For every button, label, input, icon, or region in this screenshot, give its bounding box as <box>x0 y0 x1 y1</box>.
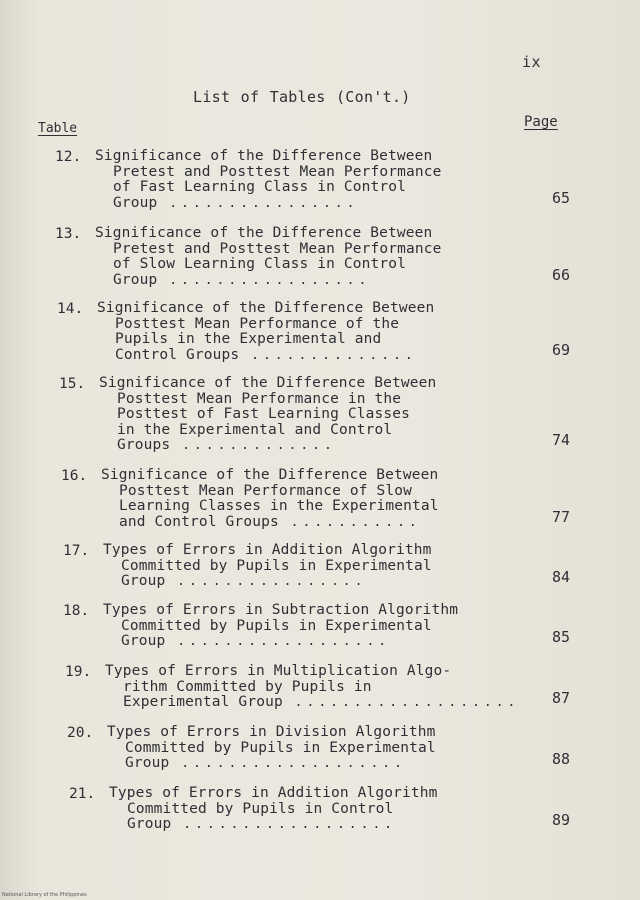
table-title-line: Committed by Pupils in Experimental <box>121 617 432 634</box>
table-number: 14. <box>57 301 84 317</box>
table-title-line: Pretest and Posttest Mean Performance <box>113 163 442 180</box>
table-title-line: Groups ............. <box>117 437 336 453</box>
table-title-line: Posttest Mean Performance in the <box>117 390 402 407</box>
footer-credit: National Library of the Philippines <box>2 892 87 898</box>
page-reference: 69 <box>551 341 570 359</box>
table-number: 18. <box>63 603 90 619</box>
table-title-line: Committed by Pupils in Experimental <box>121 557 432 574</box>
table-entry <box>55 226 615 296</box>
page-reference: 77 <box>551 508 570 526</box>
table-number: 17. <box>63 543 90 559</box>
table-number: 12. <box>55 149 82 165</box>
table-entry <box>61 468 621 538</box>
table-title-line: Learning Classes in the Experimental <box>119 498 439 514</box>
table-number: 20. <box>67 725 94 741</box>
table-title-line: Posttest of Fast Learning Classes <box>117 406 411 422</box>
table-title-line: Group .................. <box>121 633 391 649</box>
table-title <box>107 725 527 772</box>
table-title <box>105 664 525 711</box>
page-reference: 66 <box>551 266 570 284</box>
page-number: ix <box>522 53 542 71</box>
table-entry <box>57 301 617 371</box>
table-title-line: Types of Errors in Subtraction Algorithm <box>103 602 459 618</box>
leader-dots: ................... <box>282 695 520 710</box>
leader-dots: ................ <box>157 195 359 211</box>
leader-dots: .................. <box>171 817 397 832</box>
page-reference: 74 <box>551 431 570 449</box>
table-title <box>97 301 517 363</box>
table-title-line: Significance of the Difference Between <box>97 300 435 316</box>
table-title-line: Pretest and Posttest Mean Performance <box>113 240 442 257</box>
page-reference: 65 <box>551 189 570 207</box>
leader-dots: ................... <box>169 756 406 771</box>
table-entry <box>59 375 619 453</box>
page-reference: 84 <box>551 568 570 586</box>
table-title-line: Committed by Pupils in Control <box>127 800 394 817</box>
table-title-line: Group .................. <box>127 816 397 832</box>
page-reference: 89 <box>551 811 570 829</box>
table-title-line: Group ................. <box>113 271 371 288</box>
table-title-line: Committed by Pupils in Experimental <box>125 739 436 756</box>
leader-dots: .............. <box>239 347 417 363</box>
leader-dots: ........... <box>278 514 421 530</box>
table-number: 21. <box>69 786 96 802</box>
table-title-line: of Slow Learning Class in Control <box>113 256 407 272</box>
table-entry <box>69 786 629 856</box>
table-title-line: Types of Errors in Division Algorithm <box>107 724 436 740</box>
table-title <box>103 603 523 650</box>
table-title-line: Control Groups .............. <box>115 346 417 363</box>
table-number: 19. <box>65 664 92 680</box>
table-title-line: Significance of the Difference Between <box>95 225 433 241</box>
leader-dots: ................ <box>165 574 367 589</box>
table-title-line: Types of Errors in Addition Algorithm <box>103 542 432 558</box>
leader-dots: ................. <box>157 272 371 288</box>
table-title <box>101 468 521 530</box>
table-title-line: Posttest Mean Performance of Slow <box>119 482 413 499</box>
table-title-line: Pupils in the Experimental and <box>115 331 382 347</box>
page-reference: 88 <box>551 750 570 768</box>
leader-dots: .................. <box>165 634 391 649</box>
table-title-line: Significance of the Difference Between <box>101 467 439 483</box>
column-header-page: Page <box>524 114 558 130</box>
leader-dots: ............. <box>170 438 336 453</box>
table-title-line: Group ................ <box>121 573 367 589</box>
table-entry <box>55 149 615 219</box>
table-title-line: and Control Groups ........... <box>119 513 421 530</box>
table-title-line: Group ................ <box>113 194 359 211</box>
table-title <box>103 543 523 590</box>
table-title <box>95 149 515 211</box>
table-title <box>95 226 515 288</box>
page-reference: 87 <box>551 689 570 707</box>
table-title-line: rithm Committed by Pupils in <box>123 678 372 695</box>
table-title-line: Group ................... <box>125 755 406 771</box>
table-title-line: of Fast Learning Class in Control <box>113 179 407 195</box>
table-number: 16. <box>61 468 88 484</box>
column-header-table: Table <box>38 121 78 136</box>
table-number: 15. <box>59 376 86 392</box>
table-title-line: Significance of the Difference Between <box>99 375 437 391</box>
table-title-line: Posttest Mean Performance of the <box>115 315 400 332</box>
table-title-line: Significance of the Difference Between <box>95 148 433 164</box>
table-number: 13. <box>55 226 82 242</box>
page-title: List of Tables (Con't.) <box>193 88 411 106</box>
page-reference: 85 <box>551 628 570 646</box>
table-title <box>109 786 529 833</box>
table-title-line: Experimental Group ................... <box>123 694 520 710</box>
table-title-line: in the Experimental and Control <box>117 421 393 438</box>
table-title-line: Types of Errors in Multiplication Algo- <box>105 663 452 679</box>
table-title-line: Types of Errors in Addition Algorithm <box>109 785 438 801</box>
table-title <box>99 376 519 454</box>
